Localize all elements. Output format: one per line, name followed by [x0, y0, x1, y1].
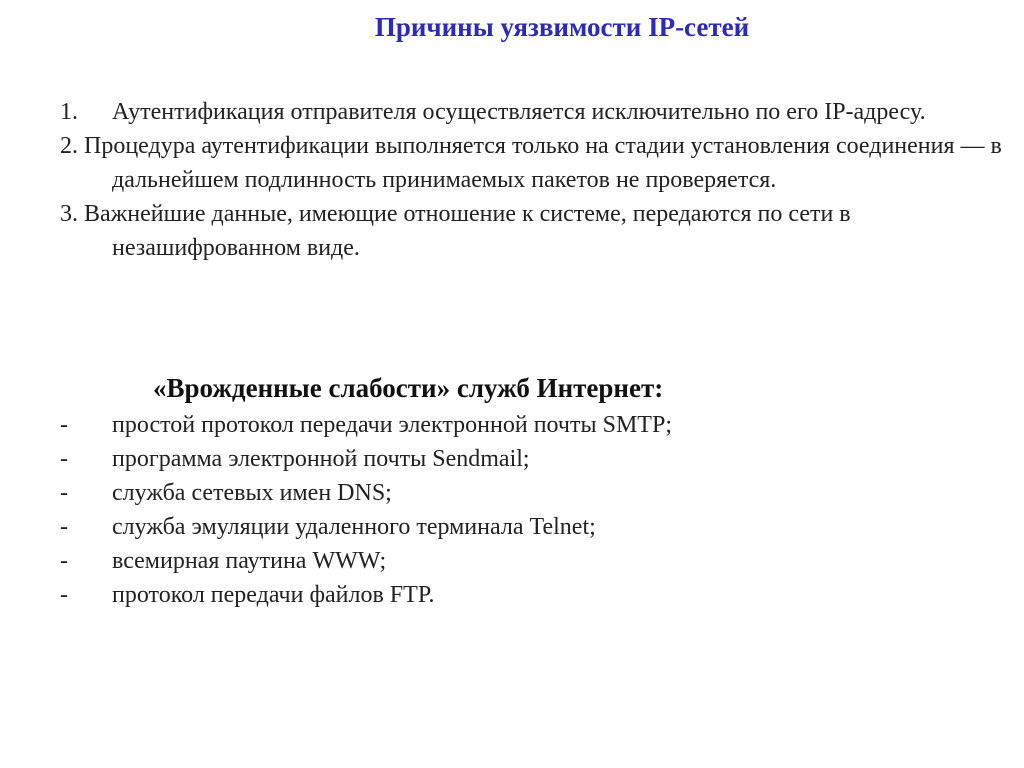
service-item-www	[60, 544, 1010, 578]
bullet-dash: -	[60, 548, 68, 574]
bullet-dash: -	[60, 446, 68, 472]
service-item-ftp	[60, 578, 1010, 612]
service-text: простой протокол передачи электронной почты SMTP;	[112, 412, 672, 438]
reasons-list	[60, 95, 1010, 265]
service-text: протокол передачи файлов FTP.	[112, 582, 435, 608]
reason-item-3	[60, 197, 1010, 265]
bullet-dash: -	[60, 412, 68, 438]
service-text: служба эмуляции удаленного терминала Telnet;	[112, 514, 596, 540]
reason-text: Аутентификация отправителя осуществляется исключительно по его IP-адресу.	[112, 99, 926, 125]
reason-number: 1.	[60, 99, 78, 125]
slide-title: Причины уязвимости IP-сетей	[374, 12, 750, 42]
bullet-dash: -	[60, 514, 68, 540]
reason-text: 3. Важнейшие данные, имеющие отношение к системе, передаются по сети в незашифрованном виде.	[60, 201, 851, 261]
service-item-telnet	[60, 510, 1010, 544]
bullet-dash: -	[60, 480, 68, 506]
services-list	[60, 408, 1010, 612]
service-text: программа электронной почты Sendmail;	[112, 446, 530, 472]
service-item-smtp	[60, 408, 1010, 442]
bullet-dash: -	[60, 582, 68, 608]
service-text: всемирная паутина WWW;	[112, 548, 387, 574]
service-item-sendmail	[60, 442, 1010, 476]
reason-item-2	[60, 129, 1010, 197]
reason-item-1	[60, 95, 1010, 129]
service-text: служба сетевых имен DNS;	[112, 480, 392, 506]
service-item-dns	[60, 476, 1010, 510]
reason-text: 2. Процедура аутентификации выполняется только на стадии установления соединения — в дальнейшем подлинность принимаемых пакетов не проверяется.	[60, 133, 1002, 193]
section-subtitle: «Врожденные слабости» служб Интернет:	[153, 373, 664, 403]
